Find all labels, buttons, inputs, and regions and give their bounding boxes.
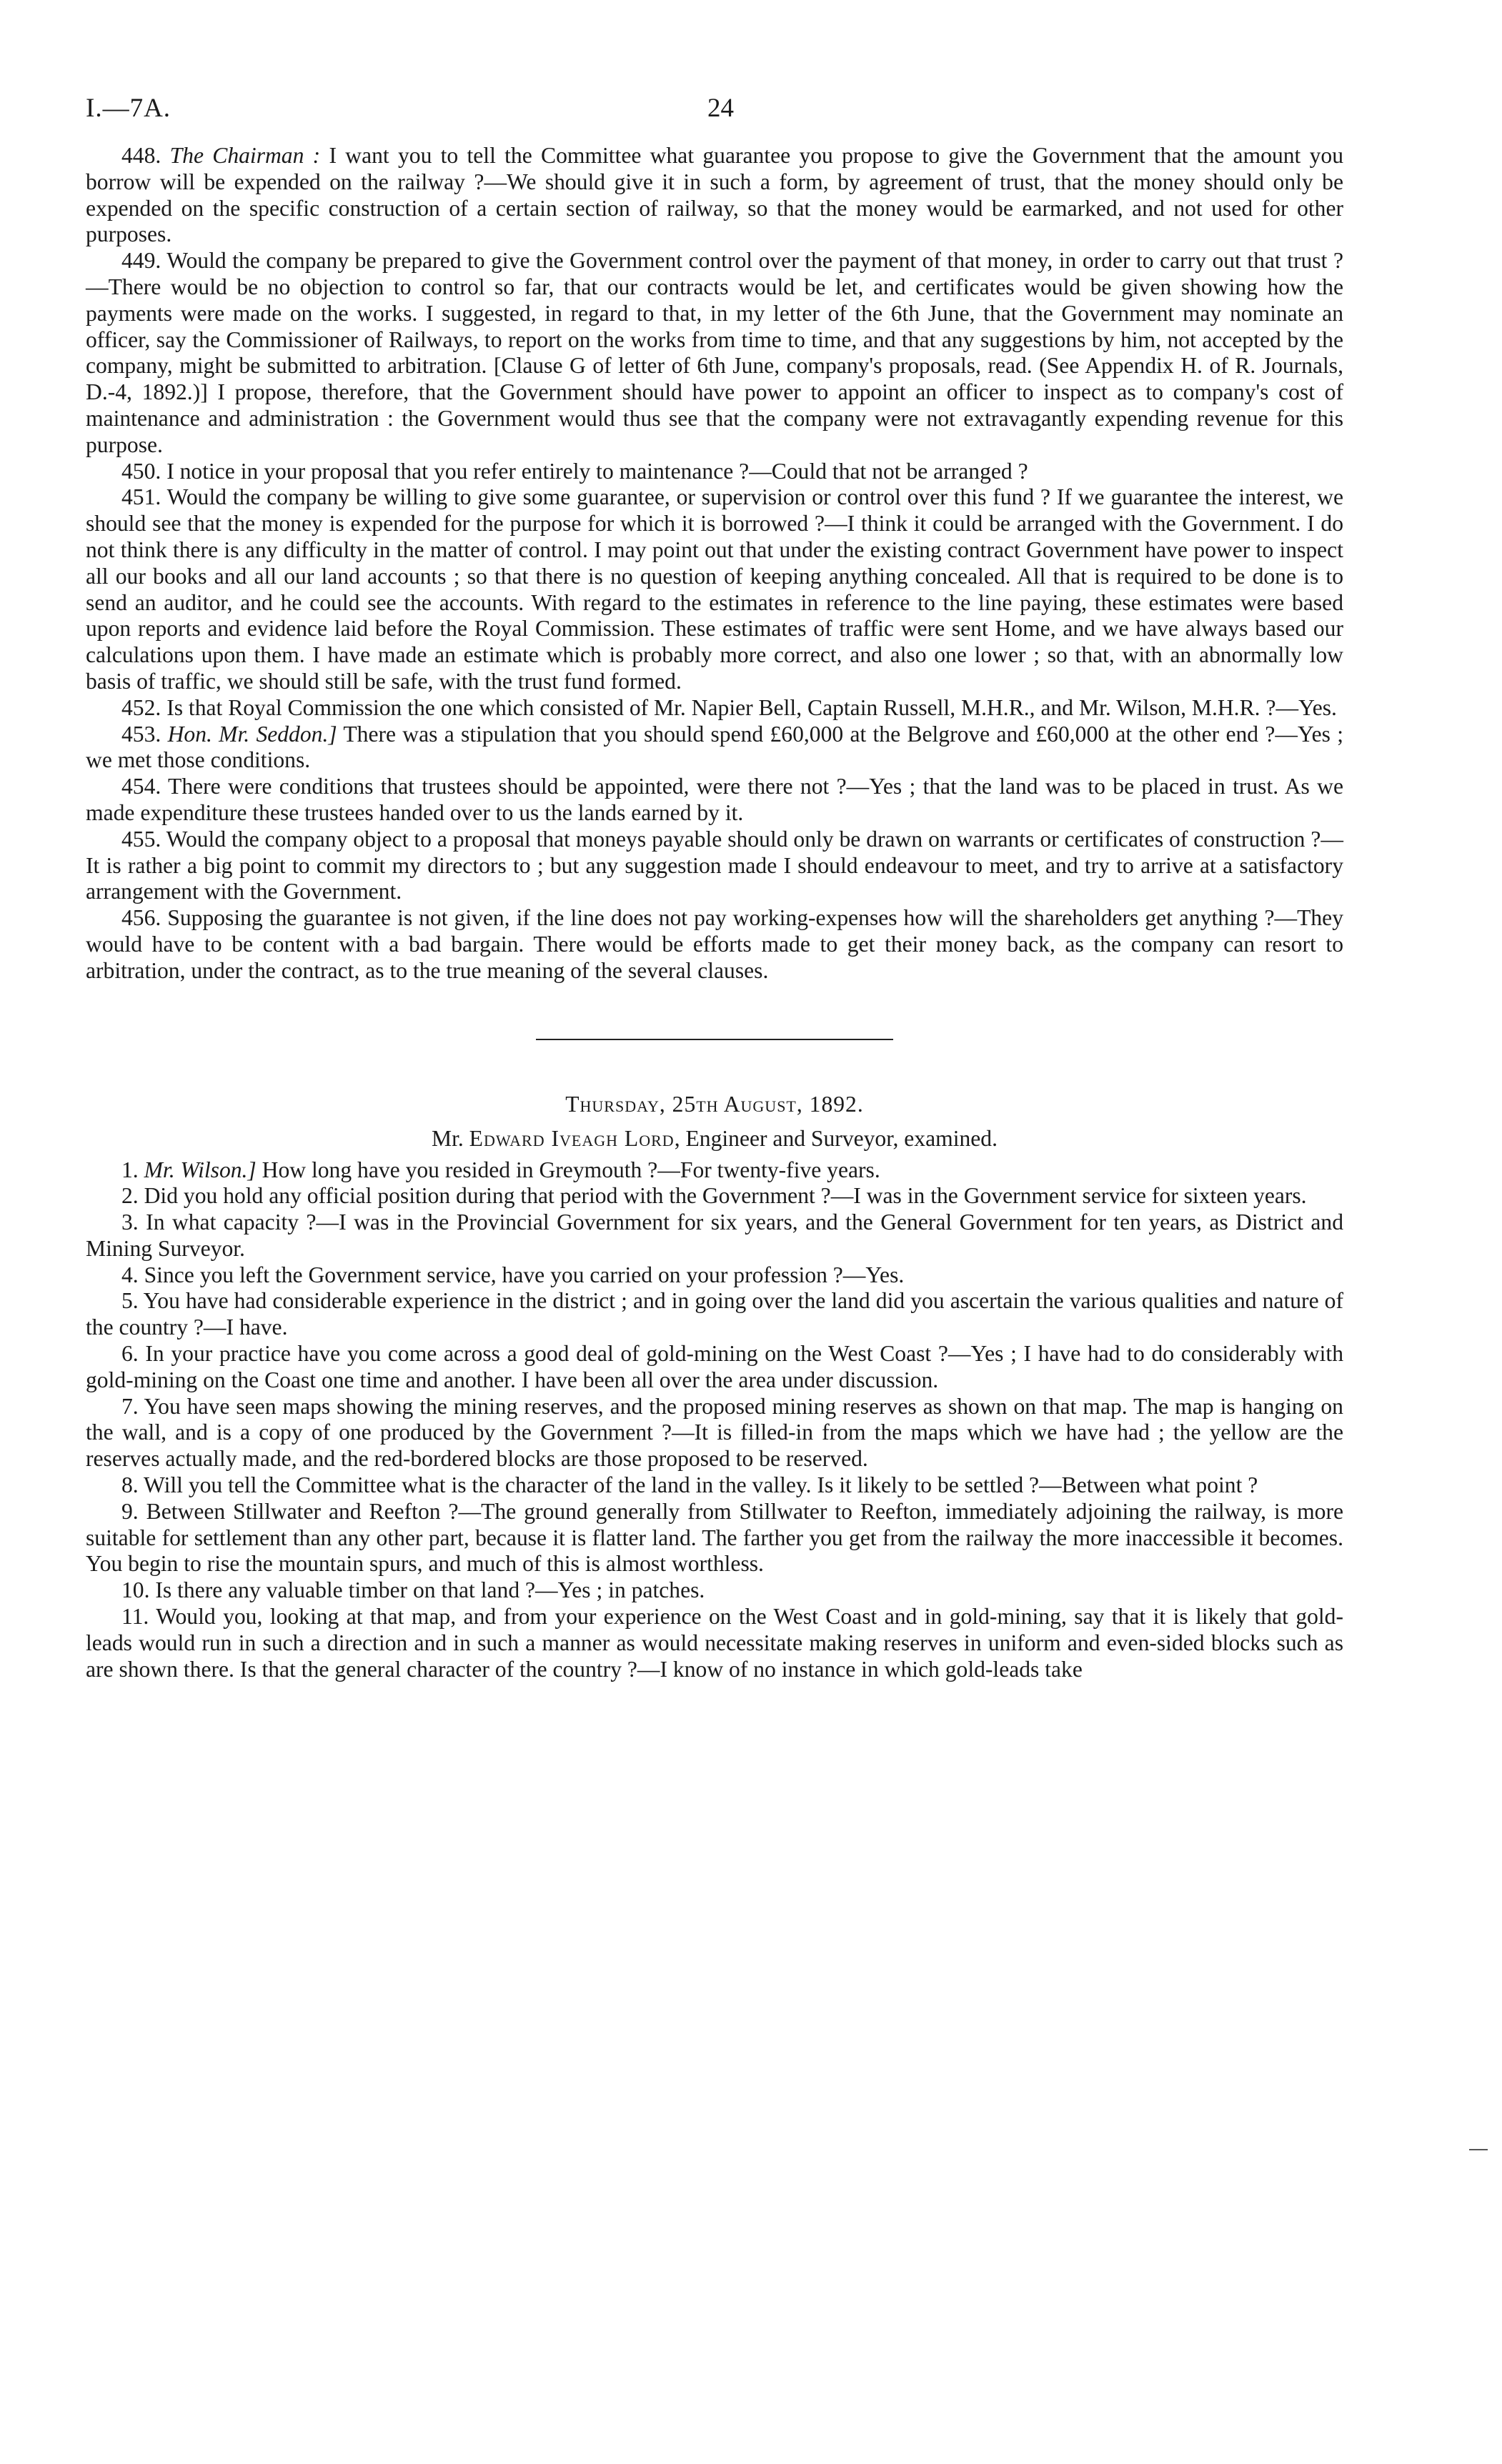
question-number: 452.	[121, 694, 161, 720]
question-text: You have seen maps showing the mining reserves, and the proposed mining reserves as shown on that map. The map is hanging on the wall, and is a copy of one produced by the Government ?—It is filled-in from the maps which we have had ; the yellow are the reserves actually made, and the red-bordered blocks are those proposed to be reserved.	[86, 1393, 1343, 1472]
question-paragraph	[86, 248, 1343, 458]
question-text: I want you to tell the Committee what guarantee you propose to give the Government that the amount you borrow will be expended on the railway ?—We should give it in such a form, by agreement of trust, that the money should only be expended on the specific construction of a certain section of railway, so that the money would be earmarked, and not used for other purposes.	[86, 143, 1343, 247]
question-text: How long have you resided in Greymouth ?—For twenty-five years.	[256, 1157, 880, 1182]
question-paragraph	[86, 484, 1343, 694]
speaker-name: Hon. Mr. Seddon.]	[167, 721, 337, 747]
question-paragraph	[86, 905, 1343, 984]
question-text: In what capacity ?—I was in the Provincial Government for six years, and the General Government for ten years, as District and Mining Surveyor.	[86, 1209, 1343, 1261]
question-text: Would you, looking at that map, and from your experience on the West Coast and in gold-mining, say that it is likely that gold-leads would run in such a direction and in such a manner as would necessitate making reserves in uniform and even-sided blocks such as are shown there. Is that the general character of the country ?—I know of no instance in which gold-leads take	[86, 1604, 1344, 1682]
witness-name: Edward Iveagh Lord	[469, 1125, 675, 1151]
question-paragraph	[86, 1341, 1343, 1394]
question-paragraph	[86, 1472, 1343, 1499]
question-paragraph	[86, 1209, 1343, 1262]
question-text: Will you tell the Committee what is the character of the land in the valley. Is it likely to be settled ?—Between what point ?	[144, 1472, 1258, 1498]
question-text: Supposing the guarantee is not given, if the line does not pay working-expenses how will the shareholders get anything ?—They would have to be content with a bad bargain. There would be efforts made to get their money back, as the company can resort to arbitration, under the contract, as to the true meaning of the several clauses.	[86, 905, 1343, 983]
page-number: 24	[707, 94, 734, 123]
question-text: I notice in your proposal that you refer entirely to maintenance ?—Could that not be arranged ?	[166, 458, 1028, 484]
question-paragraph	[86, 1604, 1343, 1682]
question-text: Would the company be prepared to give the Government control over the payment of that money, in order to carry out that trust ?—There would be no objection to control so far, that our contracts would be let, and certificates would be given showing how the payments were made on the works. I suggested, in regard to that, in my letter of the 6th June, that the Government may nominate an officer, say the Commissioner of Railways, to report on the works from time to time, and that any suggestions by him, not accepted by the company, might be submitted to arbitration. [Clause G of letter of 6th June, company's proposals, read. (See Appendix H. of R. Journals, D.-4, 1892.)] I propose, therefore, that the Government should have power to appoint an officer to inspect as to company's cost of maintenance and administration : the Government would thus see that the company were not extravagantly expending revenue for this purpose.	[86, 248, 1343, 457]
question-paragraph	[86, 722, 1343, 774]
question-paragraph	[86, 1183, 1343, 1209]
page-header	[86, 93, 1343, 143]
evidence-section-1	[86, 143, 1343, 984]
speaker-name: The Chairman :	[169, 143, 321, 168]
question-text: You have had considerable experience in the district ; and in going over the land did you ascertain the various qualities and nature of the country ?—I have.	[86, 1288, 1343, 1340]
question-paragraph	[86, 695, 1343, 722]
question-paragraph	[86, 459, 1343, 485]
witness-role: , Engineer and Surveyor, examined.	[674, 1125, 998, 1151]
question-number: 6.	[121, 1341, 139, 1367]
question-number: 11.	[121, 1604, 149, 1630]
question-text: Did you hold any official position during that period with the Government ?—I was in the Government service for sixteen years.	[144, 1183, 1307, 1209]
question-number: 2.	[121, 1183, 139, 1209]
session-date: Thursday, 25th August, 1892.	[565, 1091, 864, 1117]
question-text: Is there any valuable timber on that land ?—Yes ; in patches.	[155, 1577, 705, 1603]
question-paragraph	[86, 1262, 1343, 1289]
question-number: 10.	[121, 1577, 150, 1603]
question-paragraph	[86, 1288, 1343, 1341]
question-paragraph	[86, 827, 1343, 905]
question-number: 1.	[121, 1157, 139, 1182]
question-text: There was a stipulation that you should spend £60,000 at the Belgrove and £60,000 at the other end ?—Yes ; we met those conditions.	[86, 721, 1343, 773]
question-number: 448.	[121, 143, 161, 168]
witness-line	[86, 1123, 1343, 1154]
question-number: 4.	[121, 1262, 139, 1287]
question-text: Would the company be willing to give some guarantee, or supervision or control over this fund ? If we guarantee the interest, we should see that the money is expended for the purpose for which it is borrowed ?—I think it could be arranged with the Government. I do not think there is any difficulty in the matter of control. I may point out that under the existing contract Government have power to inspect all our books and all our land accounts ; so that there is no question of keeping anything concealed. All that is required to be done is to send an auditor, and he could see the accounts. With regard to the estimates in reference to the line paying, these estimates were based upon reports and evidence laid before the Royal Commission. These estimates of traffic were sent Home, and we have always based our calculations upon them. I have made an estimate which is probably more correct, and also one lower ; so that, with an abnormally low basis of traffic, we should still be safe, with the trust fund formed.	[86, 484, 1343, 694]
question-number: 449.	[121, 248, 161, 274]
section-divider	[536, 1039, 893, 1040]
evidence-section-2	[86, 1157, 1343, 1683]
question-text: In your practice have you come across a good deal of gold-mining on the West Coast ?—Yes ; I have had to do considerably with gold-mining on the Coast one time and another. I have been all over the area under discussion.	[86, 1341, 1344, 1392]
question-text: Is that Royal Commission the one which consisted of Mr. Napier Bell, Captain Russell, M.H.R., and Mr. Wilson, M.H.R. ?—Yes.	[166, 694, 1337, 720]
speaker-name: Mr. Wilson.]	[144, 1157, 257, 1182]
question-number: 455.	[121, 826, 161, 852]
question-number: 456.	[121, 905, 161, 931]
question-text: Would the company object to a proposal that moneys payable should only be drawn on warrants or certificates of construction ?—It is rather a big point to commit my directors to ; but any suggestion made I should endeavour to meet, and try to arrive at a satisfactory arrangement with the Government.	[86, 826, 1344, 904]
document-page	[86, 93, 1343, 1682]
question-paragraph	[86, 1499, 1343, 1577]
paper-reference: I.—7A.	[86, 94, 171, 123]
question-text: Since you left the Government service, have you carried on your profession ?—Yes.	[144, 1262, 905, 1287]
question-paragraph	[86, 1157, 1343, 1184]
question-paragraph	[86, 774, 1343, 827]
question-number: 8.	[121, 1472, 139, 1498]
margin-mark	[1469, 2149, 1488, 2150]
witness-prefix: Mr.	[431, 1125, 469, 1151]
question-number: 5.	[121, 1288, 139, 1314]
question-text: There were conditions that trustees should be appointed, were there not ?—Yes ; that the land was to be placed in trust. As we made expenditure these trustees handed over to us the lands earned by it.	[86, 774, 1343, 825]
question-text: Between Stillwater and Reefton ?—The ground generally from Stillwater to Reefton, immediately adjoining the railway, is more suitable for settlement than any other part, because it is flatter land. The farther you get from the railway the more inaccessible it becomes. You begin to rise the mountain spurs, and much of this is almost worthless.	[86, 1498, 1343, 1577]
question-number: 7.	[121, 1393, 139, 1419]
question-number: 3.	[121, 1209, 139, 1235]
question-number: 454.	[121, 774, 161, 799]
question-number: 451.	[121, 484, 161, 510]
question-paragraph	[86, 1394, 1343, 1472]
question-number: 9.	[121, 1498, 139, 1524]
question-number: 450.	[121, 458, 161, 484]
question-paragraph	[86, 143, 1343, 248]
question-number: 453.	[121, 721, 161, 747]
question-paragraph	[86, 1577, 1343, 1604]
